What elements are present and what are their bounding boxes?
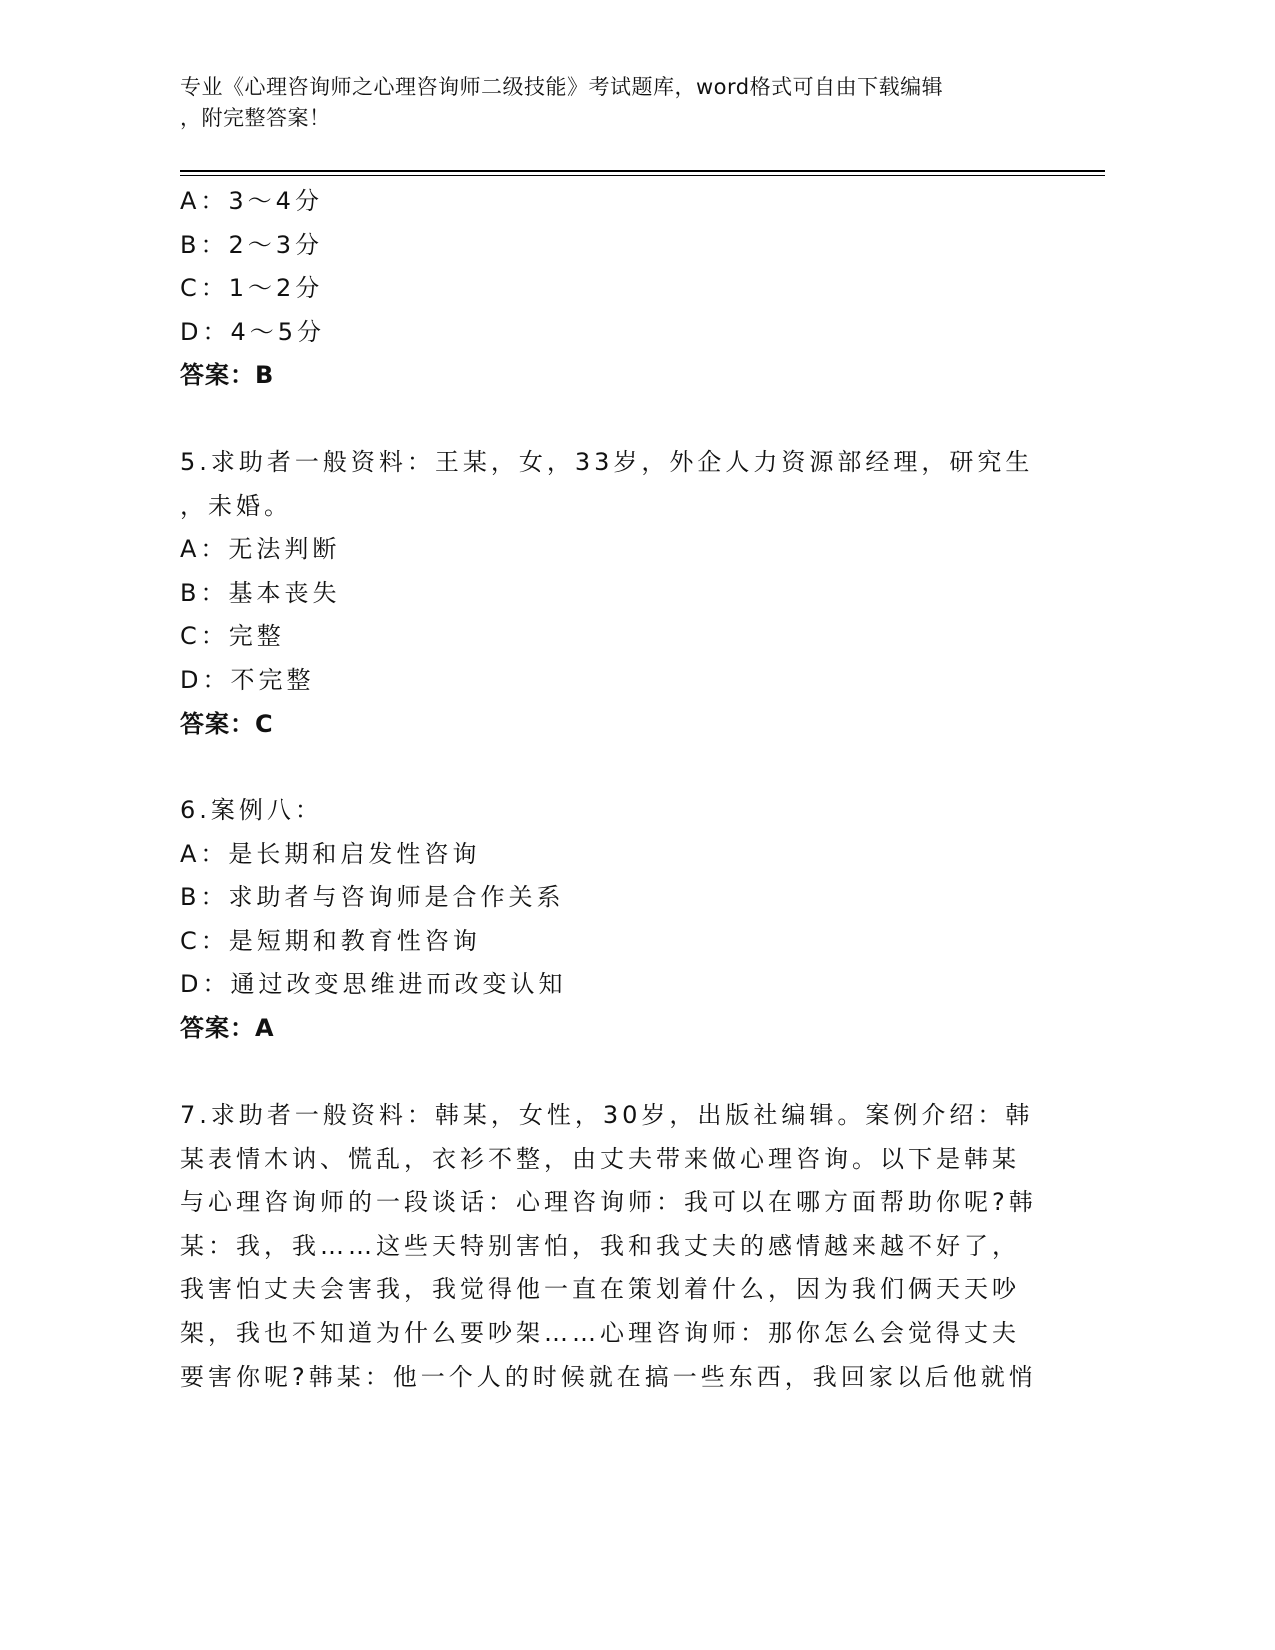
option-b: B：求助者与咨询师是合作关系 <box>180 883 565 912</box>
option-b: B：2～3分 <box>180 230 324 259</box>
answer: 答案：A <box>180 1013 275 1042</box>
option-c: C：1～2分 <box>180 274 324 303</box>
option-b: B：基本丧失 <box>180 578 341 607</box>
question-stem: 与心理咨询师的一段谈话：心理咨询师：我可以在哪方面帮助你呢?韩 <box>180 1188 1037 1217</box>
question-stem: 5.求助者一般资料：王某，女，33岁，外企人力资源部经理，研究生 <box>180 448 1034 476</box>
question-stem: 6.案例八： <box>180 796 323 824</box>
option-a: A：无法判断 <box>180 535 341 564</box>
option-d: D：通过改变思维进而改变认知 <box>180 970 567 999</box>
option-c: C：完整 <box>180 622 285 651</box>
question-6 <box>180 789 566 1051</box>
question-4 <box>180 180 325 398</box>
option-d: D：4～5分 <box>180 317 326 346</box>
question-stem: 架，我也不知道为什么要吵架……心理咨询师：那你怎么会觉得丈夫 <box>180 1318 1020 1347</box>
question-5 <box>180 441 1033 746</box>
question-stem: 7.求助者一般资料：韩某，女性，30岁，出版社编辑。案例介绍：韩 <box>180 1101 1034 1129</box>
option-c: C：是短期和教育性咨询 <box>180 926 481 955</box>
header-divider <box>180 170 1105 172</box>
header-line: ，附完整答案！ <box>180 106 331 130</box>
question-stem: 某表情木讷、慌乱，衣衫不整，由丈夫带来做心理咨询。以下是韩某 <box>180 1144 1020 1173</box>
option-a: A：是长期和启发性咨询 <box>180 839 481 868</box>
question-stem: 我害怕丈夫会害我，我觉得他一直在策划着什么，因为我们俩天天吵 <box>180 1275 1020 1304</box>
document-header <box>180 72 943 134</box>
question-7 <box>180 1094 1037 1399</box>
question-stem: 某：我，我……这些天特别害怕，我和我丈夫的感情越来越不好了， <box>180 1231 1020 1260</box>
question-stem: ，未婚。 <box>180 491 292 520</box>
header-line: 专业《心理咨询师之心理咨询师二级技能》考试题库，word格式可自由下载编辑 <box>180 75 944 99</box>
question-stem: 要害你呢?韩某：他一个人的时候就在搞一些东西，我回家以后他就悄 <box>180 1362 1037 1391</box>
answer: 答案：C <box>180 709 274 738</box>
option-a: A：3～4分 <box>180 187 323 215</box>
header-divider-thin <box>180 175 1105 176</box>
answer: 答案：B <box>180 361 275 390</box>
option-d: D：不完整 <box>180 665 315 694</box>
